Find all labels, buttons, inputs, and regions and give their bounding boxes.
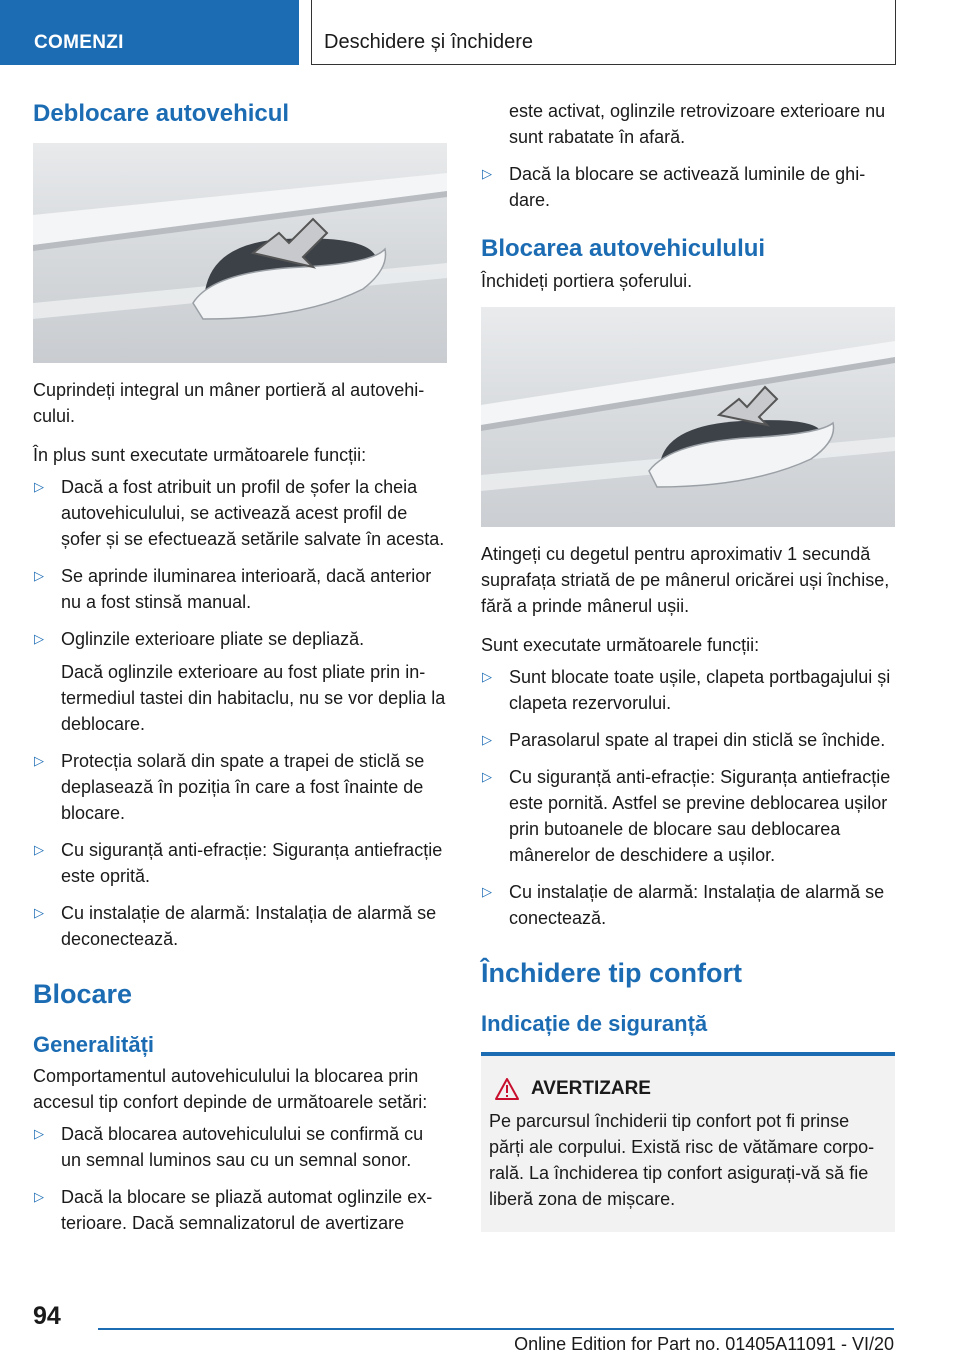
title-comfort: Închidere tip confort: [481, 957, 743, 988]
general-list: [33, 1121, 447, 1236]
chapter-tab: COMENZI: [0, 0, 299, 65]
page-number: 94: [33, 1302, 61, 1330]
unlock-list: [33, 474, 447, 652]
grip-text: Cuprindeți integral un mâner portieră al autovehicului.: [33, 379, 425, 426]
triangle-bullet-icon: ▷: [34, 1125, 44, 1141]
triangle-bullet-icon: ▷: [482, 166, 492, 181]
triangle-bullet-icon: ▷: [34, 752, 44, 768]
list-item: ▷ Cu instalație de alarmă: Instalația de alarmă se deconectează.: [33, 900, 447, 952]
triangle-bullet-icon: ▷: [34, 841, 44, 857]
list-item: ▷ Dacă a fost atribuit un profil de șofer la cheia autovehiculului, se activează acest profil de șofer și se efectuează setările salvate în acesta.: [33, 474, 447, 552]
lights-list: [481, 161, 895, 213]
triangle-bullet-icon: ▷: [482, 768, 492, 784]
warning-header: [489, 1078, 885, 1100]
title-locking: Blocarea autovehiculului: [481, 235, 766, 262]
triangle-bullet-icon: ▷: [34, 567, 44, 583]
triangle-bullet-icon: ▷: [482, 883, 492, 899]
page-header: [0, 0, 960, 66]
list-item: ▷ Oglinzile exterioare pliate se depliază.: [33, 626, 447, 652]
close-door-text: Închideți portiera șoferului.: [481, 270, 693, 291]
triangle-bullet-icon: ▷: [34, 478, 44, 494]
edition-text: Online Edition for Part no. 01405A11091 - VI/20: [514, 1334, 894, 1354]
triangle-bullet-icon: ▷: [482, 731, 492, 747]
functions-intro-right: Sunt executate următoarele funcții:: [481, 634, 760, 655]
list-item: ▷ Dacă la blocare se activează luminile de ghidare.: [481, 161, 895, 213]
warning-box: [481, 1052, 895, 1232]
triangle-bullet-icon: ▷: [34, 1188, 44, 1204]
lock-list: [481, 664, 895, 931]
list-item: ▷ Protecția solară din spate a trapei de sticlă se deplasează în poziția în care a fost înainte de blocare.: [33, 748, 447, 826]
list-item: ▷ Cu siguranță anti-efracție: Siguranța antiefracție este pornită. Astfel se previne deblocarea ușilor prin butoanele de blocare sau deblocarea mânerelor de deschidere a ușilor.: [481, 764, 895, 868]
functions-intro: În plus sunt executate următoarele funcții:: [33, 444, 367, 465]
triangle-bullet-icon: ▷: [34, 630, 44, 646]
door-handle-touch-photo: [481, 307, 895, 527]
warning-label: AVERTIZARE: [531, 1077, 651, 1099]
list-item: ▷ Dacă blocarea autovehiculului se confirmă cu un semnal luminos sau cu un semnal sonor.: [33, 1121, 447, 1173]
footer-divider: [98, 1328, 894, 1330]
title-safety: Indicație de siguranță: [481, 1011, 708, 1037]
door-handle-photo: [33, 143, 447, 363]
list-item: ▷ Dacă la blocare se pliază automat oglinzile exterioare. Dacă semnalizatorul de avertizare: [33, 1184, 447, 1236]
mirror-note: Dacă oglinzile exterioare au fost pliate prin intermediul tastei din habitaclu, nu se vor deplia la deblocare.: [61, 661, 446, 734]
touch-text: Atingeți cu degetul pentru aproximativ 1 secundă suprafața striată de pe mânerul oricărei uși închise, fără a prinde mânerul ușii.: [481, 543, 890, 616]
section-tab: Deschidere și închidere: [311, 0, 896, 65]
list-item: ▷ Sunt blocate toate ușile, clapeta portbagajului și clapeta rezervorului.: [481, 664, 895, 716]
title-unlock: Deblocare autovehicul: [33, 100, 290, 127]
list-item: ▷ Parasolarul spate al trapei din sticlă se închide.: [481, 727, 895, 753]
title-lock: Blocare: [33, 978, 133, 1009]
list-item: ▷ Se aprinde iluminarea interioară, dacă anterior nu a fost stinsă manual.: [33, 563, 447, 615]
list-item: ▷ Cu instalație de alarmă: Instalația de alarmă se conectează.: [481, 879, 895, 931]
continuation-text: este activat, oglinzile retrovizoare exterioare nu sunt rabatate în afară.: [509, 101, 886, 147]
triangle-bullet-icon: ▷: [482, 668, 492, 684]
list-item: ▷ Cu siguranță anti-efracție: Siguranța antiefracție este oprită.: [33, 837, 447, 889]
warning-text: Pe parcursul închiderii tip confort pot fi prinse părți ale corpului. Există risc de vătămare corporală. La închiderea tip confort asigurați-vă să fie liberă zona de mișcare.: [489, 1110, 875, 1209]
general-text: Comportamentul autovehiculului la blocarea prin accesul tip confort depinde de următoarele setări:: [33, 1065, 428, 1112]
left-column: [33, 100, 447, 1247]
triangle-bullet-icon: ▷: [34, 904, 44, 920]
unlock-list-cont: [33, 748, 447, 952]
title-general: Generalități: [33, 1032, 155, 1058]
warning-triangle-icon: [495, 1078, 519, 1100]
right-column: [481, 98, 895, 1232]
